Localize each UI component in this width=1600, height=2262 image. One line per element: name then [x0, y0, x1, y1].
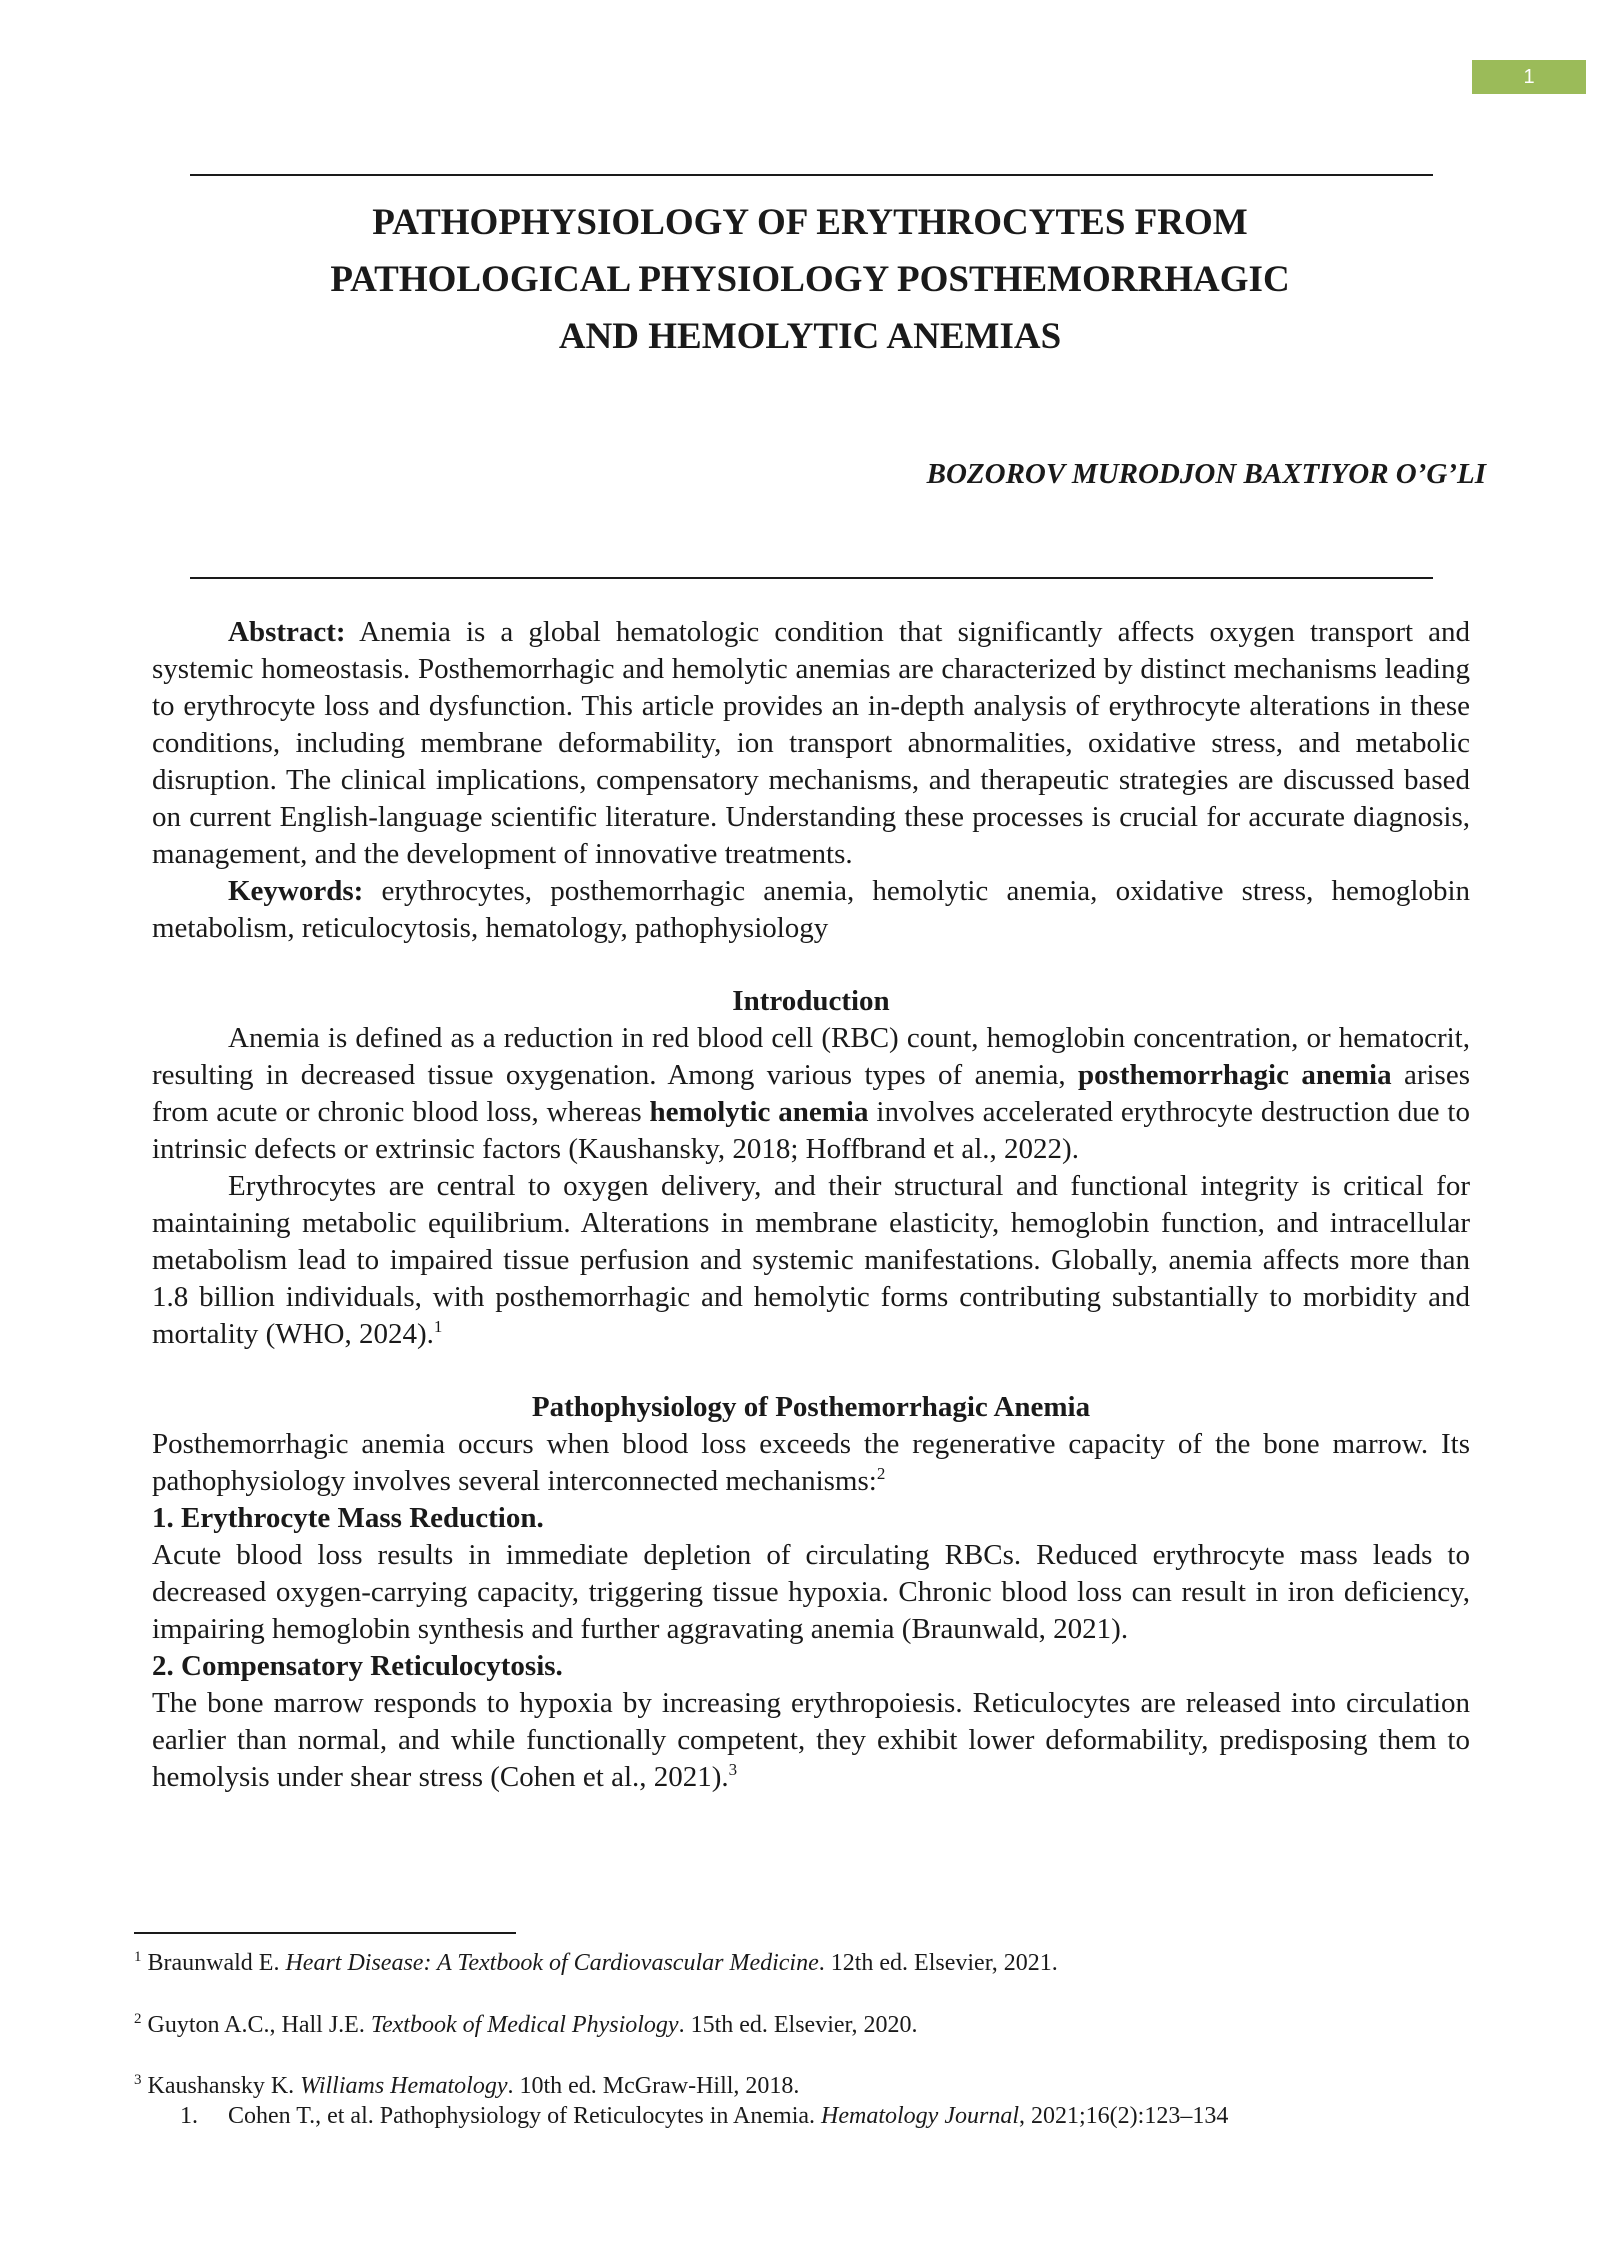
reference-text: , 2021;16(2):123–134 [1019, 2103, 1229, 2129]
footnote-text: . 12th ed. Elsevier, 2021. [818, 1950, 1058, 1976]
section-intro-text: Posthemorrhagic anemia occurs when blood loss exceeds the regenerative capacity of the bone marrow. Its pathophysiology involves several interconnected mechanisms: [152, 1428, 1470, 1497]
footnote-divider [134, 1932, 516, 1934]
keywords-text: erythrocytes, posthemorrhagic anemia, hemolytic anemia, oxidative stress, hemoglobin metabolism, reticulocytosis, hematology, pathophysiology [152, 875, 1470, 944]
subsection-text: Acute blood loss results in immediate depletion of circulating RBCs. Reduced erythrocyte mass leads to decreased oxygen-carrying capacity, triggering tissue hypoxia. Chronic blood loss can result in iron deficiency, impairing hemoglobin synthesis and further aggravating anemia (Braunwald, 2021). [152, 1539, 1470, 1645]
footnote-number: 1 [134, 1949, 142, 1965]
keywords [152, 873, 1470, 947]
footnote-book-title: Heart Disease: A Textbook of Cardiovascular Medicine [285, 1950, 819, 1976]
spacer [152, 947, 1470, 983]
subsection-body: The bone marrow responds to hypoxia by increasing erythropoiesis. Reticulocytes are released into circulation earlier than normal, and while functionally competent, they exhibit lower deformability, predisposing them to hemolysis under shear stress (Cohen et al., 2021). [152, 1687, 1470, 1793]
footnote-number: 3 [134, 2072, 142, 2088]
footnote [134, 2071, 799, 2101]
subsection-text [152, 1685, 1470, 1796]
intro-bold-term: hemolytic anemia [649, 1096, 869, 1128]
intro-text: Erythrocytes are central to oxygen delivery, and their structural and functional integrity is critical for maintaining metabolic equilibrium. Alterations in membrane elasticity, hemoglobin function, and intracellular metabolism lead to impaired tissue perfusion and systemic manifestations. Globally, anemia affects more than 1.8 billion individuals, with posthemorrhagic and hemolytic forms contributing substantially to morbidity and mortality (WHO, 2024). [152, 1170, 1470, 1350]
footnote-text: . 15th ed. Elsevier, 2020. [678, 2012, 918, 2038]
introduction-paragraph-2 [152, 1168, 1470, 1353]
footnote-ref: 3 [728, 1760, 738, 1779]
reference-item [180, 2101, 1228, 2131]
footnote-ref: 1 [433, 1317, 443, 1336]
footnote-text: Guyton A.C., Hall J.E. [141, 2012, 371, 2038]
abstract [152, 614, 1470, 873]
intro-text: involves accelerated erythrocyte destruction due to intrinsic defects or extrinsic factors (Kaushansky, 2018; Hoffbrand et al., 2022). [152, 1096, 1470, 1165]
footnote-text: . 10th ed. McGraw-Hill, 2018. [507, 2073, 800, 2099]
title-line: AND HEMOLYTIC ANEMIAS [558, 316, 1062, 357]
paper-body [152, 614, 1470, 1796]
reference-journal: Hematology Journal [821, 2103, 1019, 2129]
intro-bold-term: posthemorrhagic anemia [1077, 1059, 1392, 1091]
paper-title [150, 194, 1470, 365]
footnote-ref: 2 [876, 1464, 886, 1483]
reference-number: 1. [180, 2103, 198, 2129]
footnote-book-title: Textbook of Medical Physiology [370, 2012, 679, 2038]
author-name: BOZOROV MURODJON BAXTIYOR O’G’LI [926, 458, 1486, 490]
footnote-book-title: Williams Hematology [300, 2073, 508, 2099]
footnote-text: Kaushansky K. [141, 2073, 301, 2099]
intro-text: arises from acute or chronic blood loss, whereas [152, 1059, 1470, 1128]
keywords-label: Keywords: [228, 875, 364, 907]
reference-text: Cohen T., et al. Pathophysiology of Reticulocytes in Anemia. [228, 2103, 822, 2129]
subsection-title: 2. Compensatory Reticulocytosis. [152, 1650, 563, 1682]
spacer [152, 1353, 1470, 1389]
abstract-label: Abstract: [228, 616, 346, 648]
title-line: PATHOPHYSIOLOGY OF ERYTHROCYTES FROM [372, 202, 1248, 243]
top-divider [190, 174, 1433, 176]
intro-text: Anemia is defined as a reduction in red blood cell (RBC) count, hemoglobin concentration, or hematocrit, resulting in decreased tissue oxygenation. Among various types of anemia, [152, 1022, 1470, 1091]
footnote [134, 2010, 918, 2040]
footnote [134, 1948, 1058, 1978]
page-number-badge: 1 [1472, 60, 1586, 94]
subsection-title: 1. Erythrocyte Mass Reduction. [152, 1502, 544, 1534]
footnote-text: Braunwald E. [141, 1950, 286, 1976]
abstract-text: Anemia is a global hematologic condition that significantly affects oxygen transport and systemic homeostasis. Posthemorrhagic and hemolytic anemias are characterized by distinct mechanisms leading to erythrocyte loss and dysfunction. This article provides an in-depth analysis of erythrocyte alterations in these conditions, including membrane deformability, ion transport abnormalities, oxidative stress, and metabolic disruption. The clinical implications, compensatory mechanisms, and therapeutic strategies are discussed based on current English-language scientific literature. Understanding these processes is crucial for accurate diagnosis, management, and the development of innovative treatments. [152, 616, 1470, 870]
title-line: PATHOLOGICAL PHYSIOLOGY POSTHEMORRHAGIC [330, 259, 1290, 300]
section-intro [152, 1426, 1470, 1500]
introduction-paragraph-1 [152, 1020, 1470, 1168]
footnote-number: 2 [134, 2011, 142, 2027]
author-divider [190, 577, 1433, 579]
introduction-heading: Introduction [732, 985, 890, 1017]
section-heading: Pathophysiology of Posthemorrhagic Anemia [531, 1391, 1091, 1423]
